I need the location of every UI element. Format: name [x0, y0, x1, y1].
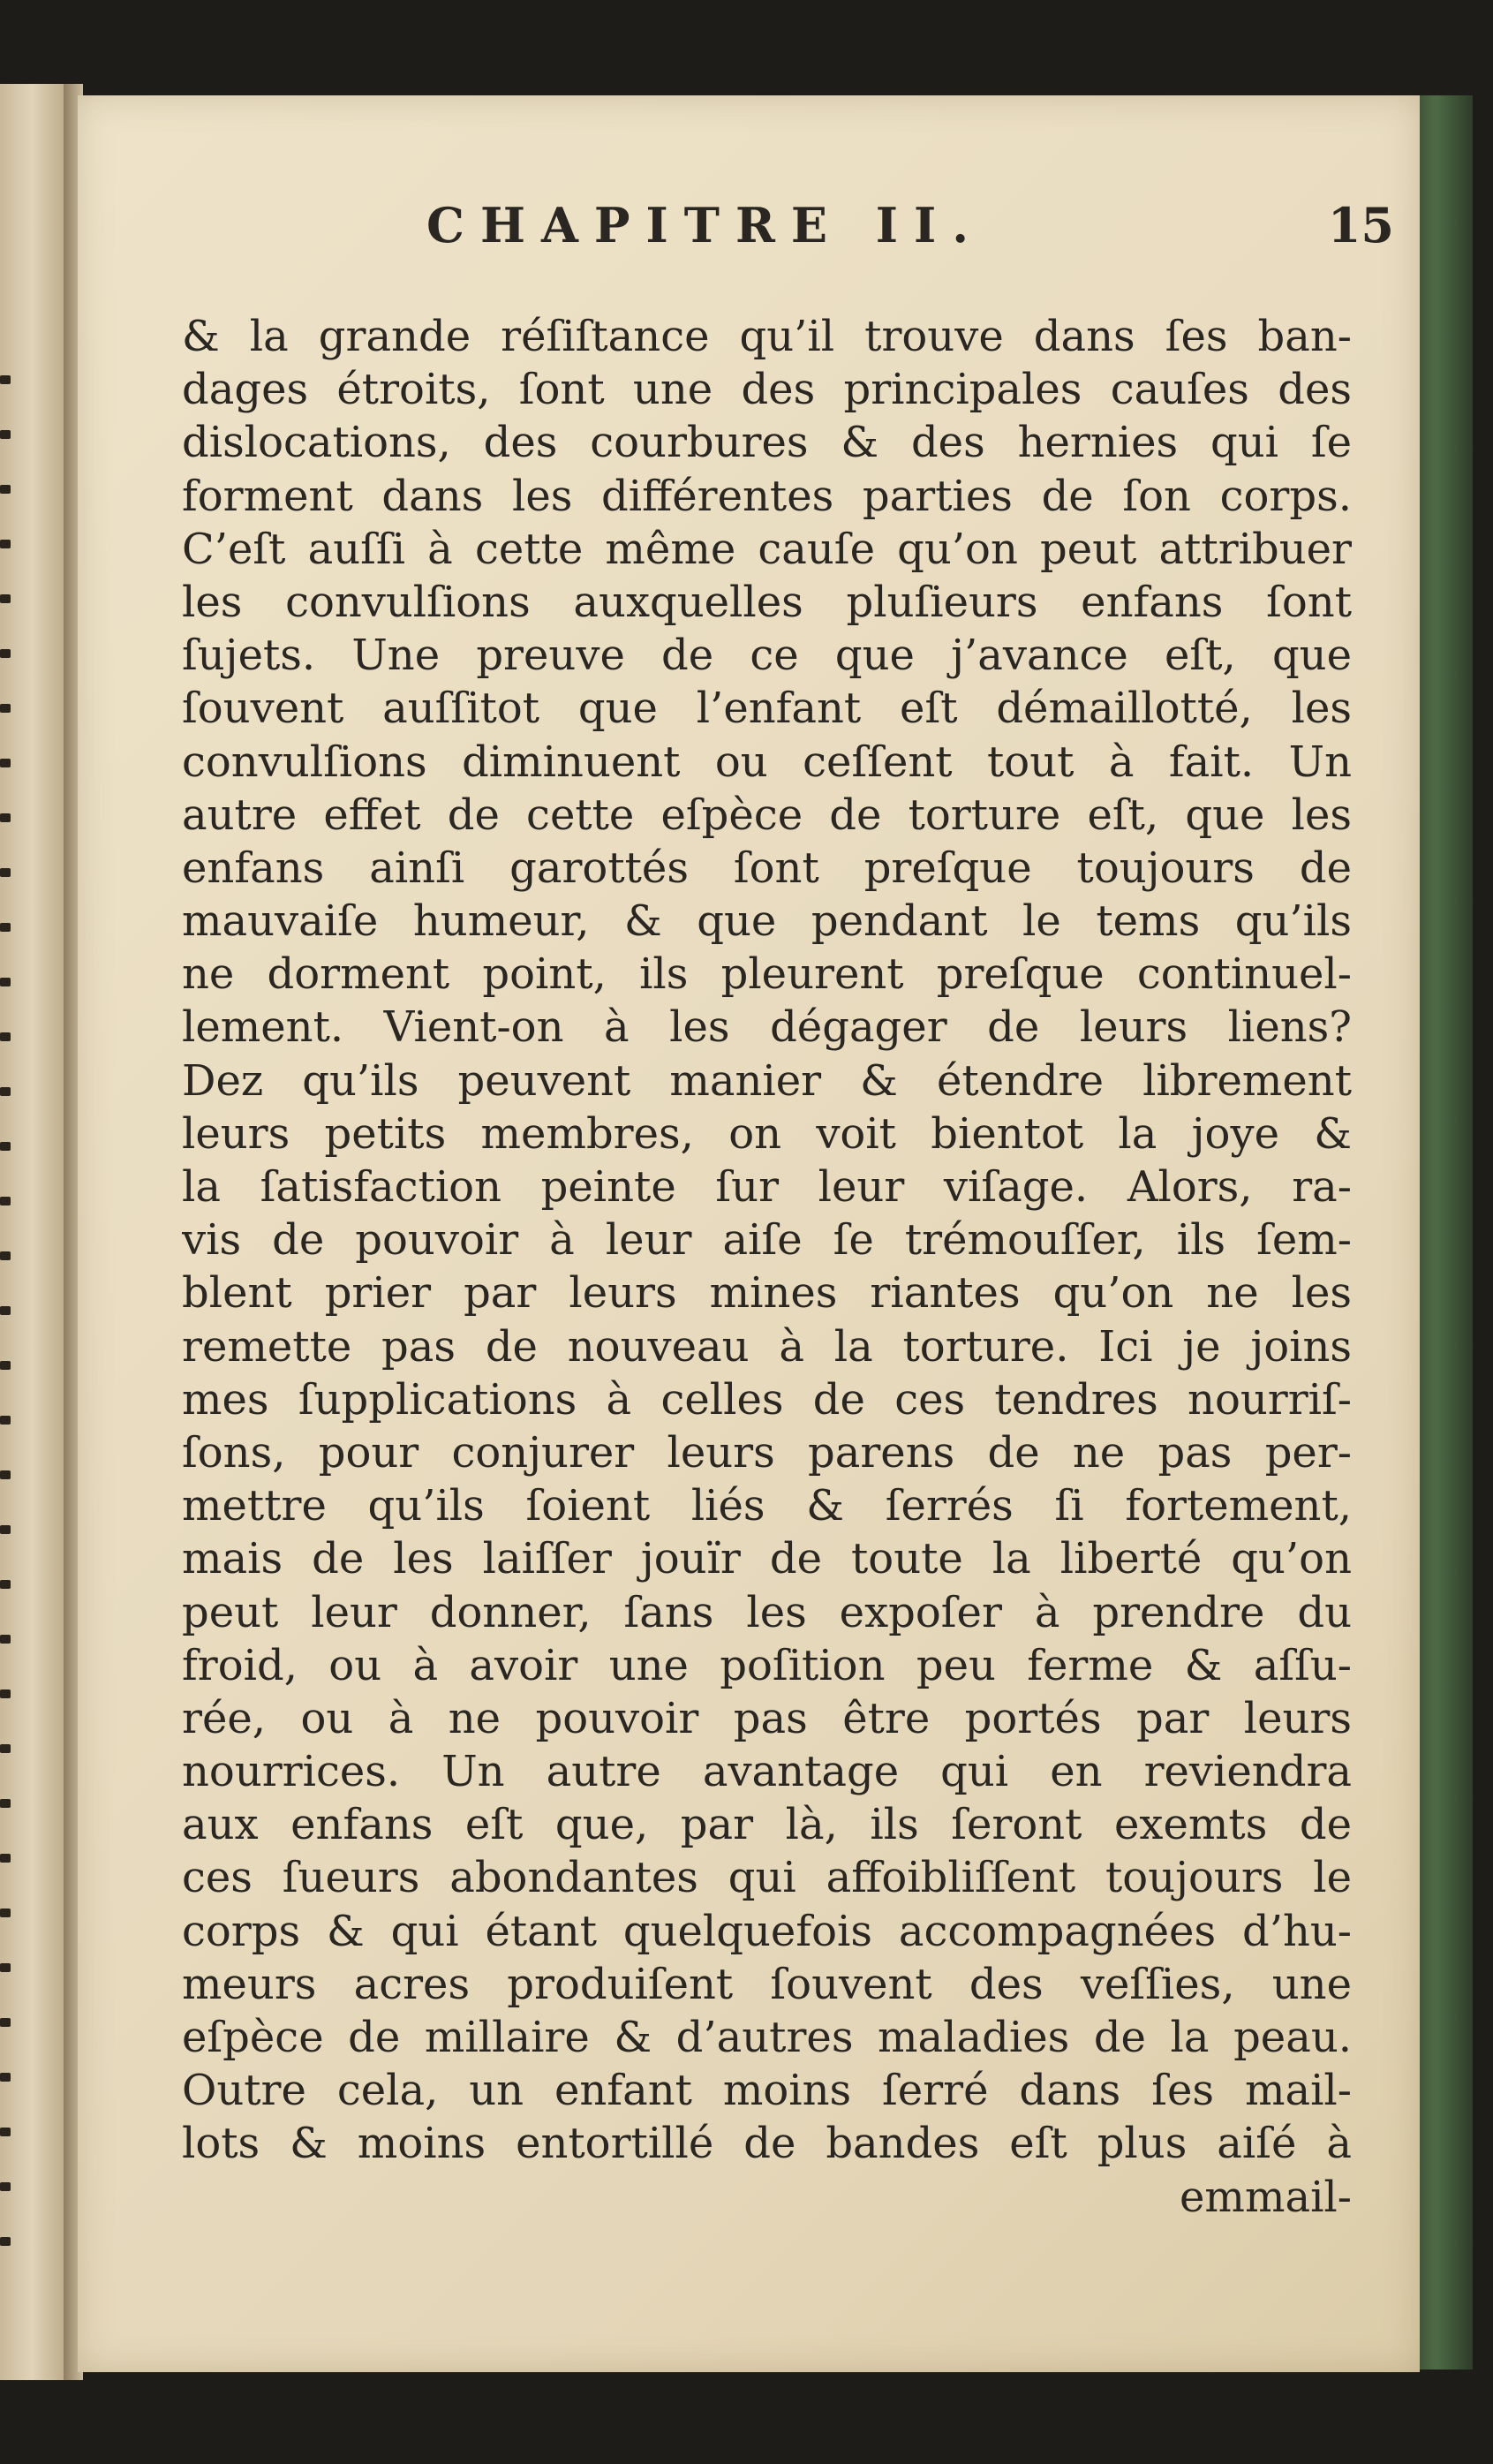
text-line: les convulſions auxquelles pluſieurs enfans ſont [182, 577, 1352, 627]
text-line: C’eſt auſſi à cette même cauſe qu’on peut attribuer [182, 524, 1352, 574]
text-line: la ſatisfaction peinte ſur leur viſage. Alors, ra- [182, 1162, 1352, 1212]
text-line: rée, ou à ne pouvoir pas être portés par leurs [182, 1693, 1352, 1743]
text-line: dislocations, des courbures & des hernies qui ſe [182, 418, 1352, 468]
text-line: forment dans les différentes parties de ſon corps. [182, 471, 1352, 521]
text-line: ſons, pour conjurer leurs parens de ne pas per- [182, 1427, 1352, 1478]
text-line: Dez qu’ils peuvent manier & étendre librement [182, 1055, 1352, 1106]
text-line: mais de les laiſſer jouïr de toute la liberté qu’on [182, 1534, 1352, 1584]
text-line: lots & moins entortillé de bandes eſt plus aiſé à [182, 2119, 1352, 2169]
text-line: leurs petits membres, on voit bientot la joye & [182, 1108, 1352, 1159]
text-line: aux enfans eſt que, par là, ils ſeront exemts de [182, 1800, 1352, 1850]
page-number: 15 [1327, 197, 1394, 253]
text-line: dages étroits, ſont une des principales cauſes des [182, 365, 1352, 415]
page-header [426, 197, 1398, 268]
text-line: froid, ou à avoir une poſition peu ferme & aſſu- [182, 1640, 1352, 1690]
running-head: CHAPITRE II. [426, 197, 985, 253]
text-line: ſujets. Une preuve de ce que j’avance eſt, que [182, 631, 1352, 681]
text-line: eſpèce de millaire & d’autres maladies de la peau. [182, 2013, 1352, 2062]
text-line: blent prier par leurs mines riantes qu’on ne les [182, 1268, 1352, 1319]
text-line: ces ſueurs abondantes qui affoibliſſent toujours le [182, 1853, 1352, 1903]
book-cover-edge [1411, 95, 1473, 2370]
text-line: convulſions diminuent ou ceſſent tout à fait. Un [182, 737, 1352, 787]
text-line: Outre cela, un enfant moins ſerré dans ſes mail- [182, 2066, 1352, 2116]
text-line: & la grande réſiſtance qu’il trouve dans ſes ban- [182, 312, 1352, 361]
text-line: ne dorment point, ils pleurent preſque continuel- [182, 949, 1352, 1000]
text-line: enfans ainſi garottés ſont preſque toujours de [182, 843, 1352, 893]
text-line: mes ſupplications à celles de ces tendres nourriſ- [182, 1374, 1352, 1425]
text-line: autre effet de cette eſpèce de torture eſt, que les [182, 790, 1352, 840]
text-block [182, 310, 1352, 2224]
text-line: remette pas de nouveau à la torture. Ici je joins [182, 1321, 1352, 1372]
text-line: vis de pouvoir à leur aiſe ſe trémouſſer, ils ſem- [182, 1215, 1352, 1266]
catchword: emmail- [1180, 2172, 1352, 2222]
text-line: corps & qui étant quelquefois accompagnées d’hu- [182, 1906, 1352, 1956]
facing-page-edge [0, 84, 71, 2380]
text-line: meurs acres produiſent ſouvent des veſſies, une [182, 1959, 1352, 2009]
book-page [78, 95, 1420, 2372]
text-line: peut leur donner, ſans les expoſer à prendre du [182, 1587, 1352, 1637]
facing-page-text-fragments [0, 375, 12, 2318]
text-line: lement. Vient-on à les dégager de leurs liens? [182, 1002, 1352, 1053]
text-line: nourrices. Un autre avantage qui en reviendra [182, 1747, 1352, 1797]
text-line: mauvaiſe humeur, & que pendant le tems qu’ils [182, 896, 1352, 947]
text-line: mettre qu’ils ſoient liés & ſerrés ſi fortement, [182, 1481, 1352, 1531]
text-line: ſouvent auſſitot que l’enfant eſt démaillotté, les [182, 684, 1352, 734]
